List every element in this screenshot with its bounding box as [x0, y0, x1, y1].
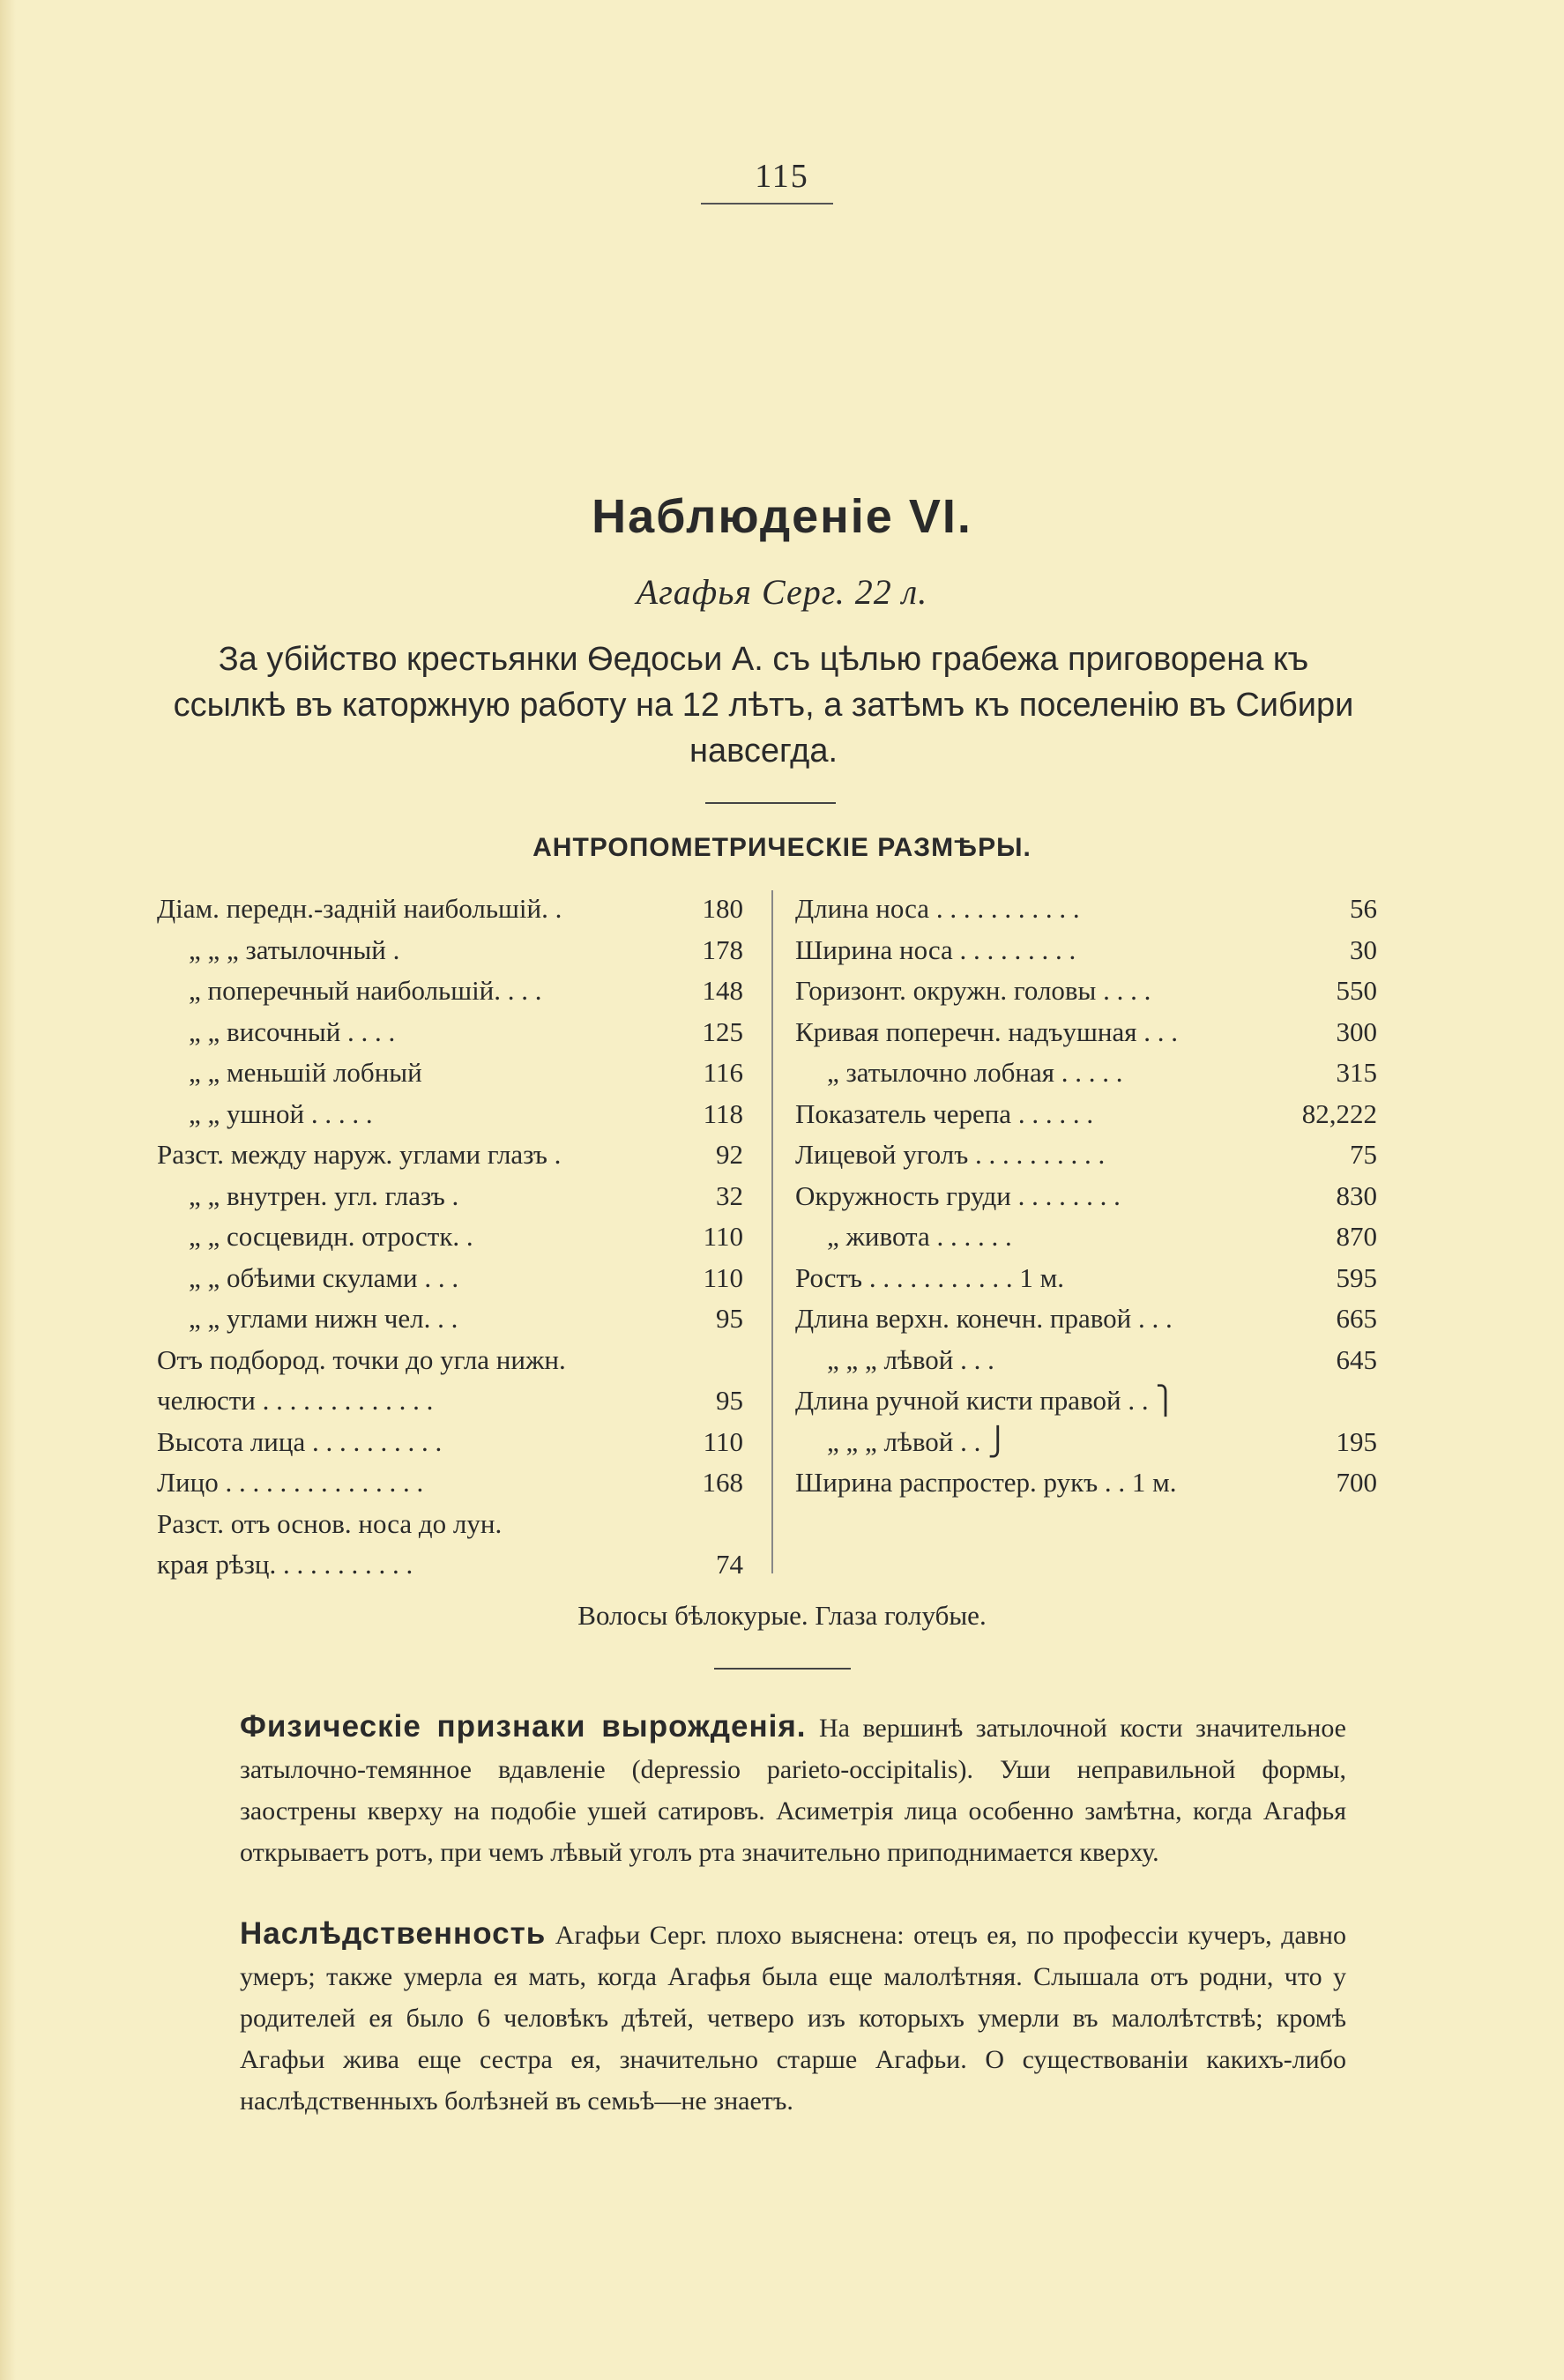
- measurement-label: Окружность груди . . . . . . . .: [795, 1179, 1121, 1211]
- measurement-label: „ „ углами нижн чел. . .: [189, 1303, 458, 1334]
- measurement-value: 75: [1350, 1139, 1377, 1170]
- measurement-label: „ „ „ затылочный .: [189, 933, 400, 965]
- measurement-value: 168: [702, 1467, 743, 1498]
- measurement-label: Лицевой уголъ . . . . . . . . . .: [795, 1139, 1106, 1170]
- intro-text: За убійство крестьянки Ѳедосьи А. съ цѣлью грабежа приговорена къ ссылкѣ въ каторжную работу на 12 лѣтъ, а затѣмъ къ поселенію въ Сибири навсегда.: [173, 641, 1354, 770]
- measurement-row: [795, 1176, 1377, 1217]
- physical-signs-text: На вершинѣ затылочной кости значительное затылочно-темянное вдавленіе (depressio parieto-occipitalis). Уши неправильной формы, заострены кверху на подобіе ушей сатировъ. Асиметрія лица особенно замѣтна, когда Агафья открываетъ ротъ, при чемъ лѣвый уголъ рта значительно приподнимается кверху.: [240, 1714, 1347, 1867]
- measurement-value: 56: [1350, 893, 1377, 924]
- measurement-row: [157, 1134, 743, 1176]
- measurement-value: 870: [1336, 1221, 1377, 1252]
- measurement-value: 110: [703, 1261, 743, 1293]
- measurement-value: 32: [716, 1179, 743, 1211]
- measurement-value: 92: [716, 1139, 743, 1170]
- page-number: 115: [755, 158, 809, 195]
- measurement-value: 30: [1350, 933, 1377, 965]
- measurement-row: [795, 1216, 1377, 1258]
- measurement-row: [157, 971, 743, 1012]
- measurement-value: 125: [702, 1015, 743, 1047]
- measurement-label: Ростъ . . . . . . . . . . . 1 м.: [795, 1261, 1064, 1293]
- measurement-row: [157, 1176, 743, 1217]
- measurement-value: 665: [1336, 1303, 1377, 1334]
- measurement-label: Ширина распростер. рукъ . . 1 м.: [795, 1467, 1177, 1498]
- measurement-value: 82,222: [1301, 1097, 1377, 1129]
- measurement-label: „ „ височный . . . .: [189, 1015, 396, 1047]
- measurement-label: „ „ внутрен. угл. глазъ .: [189, 1179, 459, 1211]
- measurement-row: [795, 1258, 1377, 1299]
- measurement-row: [157, 1012, 743, 1053]
- heredity-text: Агафьи Серг. плохо выяснена: отецъ ея, по профессіи кучеръ, давно умеръ; также умерла ея мать, когда Агафья была еще малолѣтняя. Слышала отъ родни, что у родителей ея было 6 человѣкъ дѣтей, четверо изъ которыхъ умерли въ малолѣтствѣ; кромѣ Агафьи жива еще сестра ея, значительно старше Агафьи. О существованіи какихъ-либо наслѣдственныхъ болѣзней въ семьѣ—не знаетъ.: [240, 1921, 1346, 2116]
- measurement-label: Лицо . . . . . . . . . . . . . . .: [157, 1467, 424, 1498]
- measurement-row: [157, 1544, 743, 1586]
- measurement-label: Длина носа . . . . . . . . . . .: [795, 893, 1080, 924]
- measurement-row: [157, 1216, 743, 1258]
- measurement-row: [157, 1340, 743, 1381]
- measurement-label: „ „ сосцевидн. отростк. .: [189, 1221, 473, 1252]
- measurement-row: [157, 1462, 743, 1504]
- measurement-value: 74: [716, 1549, 743, 1580]
- heredity-heading: Наслѣдственность: [240, 1916, 547, 1951]
- measurement-label: „ „ „ лѣвой . . ⎭: [827, 1425, 1009, 1457]
- measurement-value: 195: [1336, 1425, 1377, 1457]
- measurement-value: 180: [702, 893, 743, 924]
- measurement-row: [795, 1052, 1377, 1094]
- measurement-label: Длина верхн. конечн. правой . . .: [795, 1303, 1173, 1334]
- measurements-right-column: [795, 889, 1377, 1504]
- measurement-row: [795, 889, 1377, 930]
- measurement-row: [157, 889, 743, 930]
- column-divider: [771, 890, 773, 1573]
- measurement-label: Кривая поперечн. надъушная . . .: [795, 1015, 1178, 1047]
- measurement-label: Разст. отъ основ. носа до лун.: [157, 1507, 503, 1539]
- measurements-heading: АНТРОПОМЕТРИЧЕСКІЕ РАЗМѢРЫ.: [533, 833, 1031, 862]
- measurement-row: [795, 1094, 1377, 1135]
- measurement-label: Разст. между наруж. углами глазъ .: [157, 1139, 562, 1170]
- hair-eyes-note: Волосы бѣлокурые. Глаза голубые.: [577, 1600, 987, 1631]
- measurement-row: [795, 1380, 1377, 1422]
- measurement-value: 110: [703, 1221, 743, 1252]
- measurement-label: „ живота . . . . . .: [827, 1221, 1012, 1252]
- measurements-left-column: [157, 889, 743, 1586]
- measurement-value: 645: [1336, 1343, 1377, 1375]
- measurement-label: „ „ „ лѣвой . . .: [827, 1343, 994, 1375]
- measurement-row: [157, 1094, 743, 1135]
- measurement-row: [795, 1012, 1377, 1053]
- measurement-label: Горизонт. окружн. головы . . . .: [795, 975, 1151, 1006]
- divider-rule-bottom: [714, 1668, 851, 1670]
- measurement-value: 700: [1336, 1467, 1377, 1498]
- measurement-label: „ поперечный наибольшій. . . .: [189, 975, 542, 1006]
- measurement-value: 595: [1336, 1261, 1377, 1293]
- measurement-label: Длина ручной кисти правой . . ⎫: [795, 1385, 1176, 1416]
- page-number-rule: [701, 203, 833, 205]
- page-edge: [0, 0, 16, 2380]
- measurement-row: [157, 1380, 743, 1422]
- measurement-row: [157, 1258, 743, 1299]
- measurement-label: Высота лица . . . . . . . . . .: [157, 1425, 443, 1457]
- measurement-value: 148: [702, 975, 743, 1006]
- measurement-label: Ширина носа . . . . . . . . .: [795, 933, 1076, 965]
- measurement-value: 110: [703, 1425, 743, 1457]
- subject-name: Агафья Серг. 22 л.: [636, 572, 928, 612]
- divider-rule-top: [705, 802, 836, 804]
- measurement-label: „ „ обѣими скулами . . .: [189, 1261, 459, 1293]
- measurement-row: [157, 1504, 743, 1545]
- measurement-row: [157, 1298, 743, 1340]
- physical-signs-paragraph: [240, 1706, 1346, 1873]
- measurement-row: [795, 971, 1377, 1012]
- measurement-row: [795, 1134, 1377, 1176]
- measurement-label: края рѣзц. . . . . . . . . . .: [157, 1549, 413, 1580]
- measurement-value: 830: [1336, 1179, 1377, 1211]
- measurement-label: Діам. передн.-задній наибольшій. .: [157, 893, 562, 924]
- measurement-value: 315: [1336, 1057, 1377, 1088]
- measurement-label: „ затылочно лобная . . . . .: [827, 1057, 1123, 1088]
- measurement-row: [795, 1462, 1377, 1504]
- measurement-row: [157, 930, 743, 971]
- measurement-label: „ „ ушной . . . . .: [189, 1097, 373, 1129]
- heredity-paragraph: [240, 1913, 1346, 2122]
- observation-title: Наблюденіе VI.: [592, 490, 972, 543]
- measurement-row: [795, 930, 1377, 971]
- measurement-row: [157, 1052, 743, 1094]
- measurement-value: 300: [1336, 1015, 1377, 1047]
- measurement-row: [795, 1422, 1377, 1463]
- measurement-row: [157, 1422, 743, 1463]
- measurement-value: 178: [702, 933, 743, 965]
- measurement-label: „ „ меньшій лобный: [189, 1057, 422, 1088]
- measurement-value: 95: [716, 1385, 743, 1416]
- physical-signs-heading: Физическіе признаки вырожденія.: [240, 1709, 807, 1744]
- measurement-label: Отъ подбород. точки до угла нижн.: [157, 1343, 566, 1375]
- measurement-value: 95: [716, 1303, 743, 1334]
- measurement-value: 116: [703, 1057, 743, 1088]
- measurement-value: 118: [703, 1097, 743, 1129]
- measurement-label: Показатель черепа . . . . . .: [795, 1097, 1094, 1129]
- measurement-value: 550: [1336, 975, 1377, 1006]
- measurement-row: [795, 1340, 1377, 1381]
- measurement-row: [795, 1298, 1377, 1340]
- measurement-label: челюсти . . . . . . . . . . . . .: [157, 1385, 434, 1416]
